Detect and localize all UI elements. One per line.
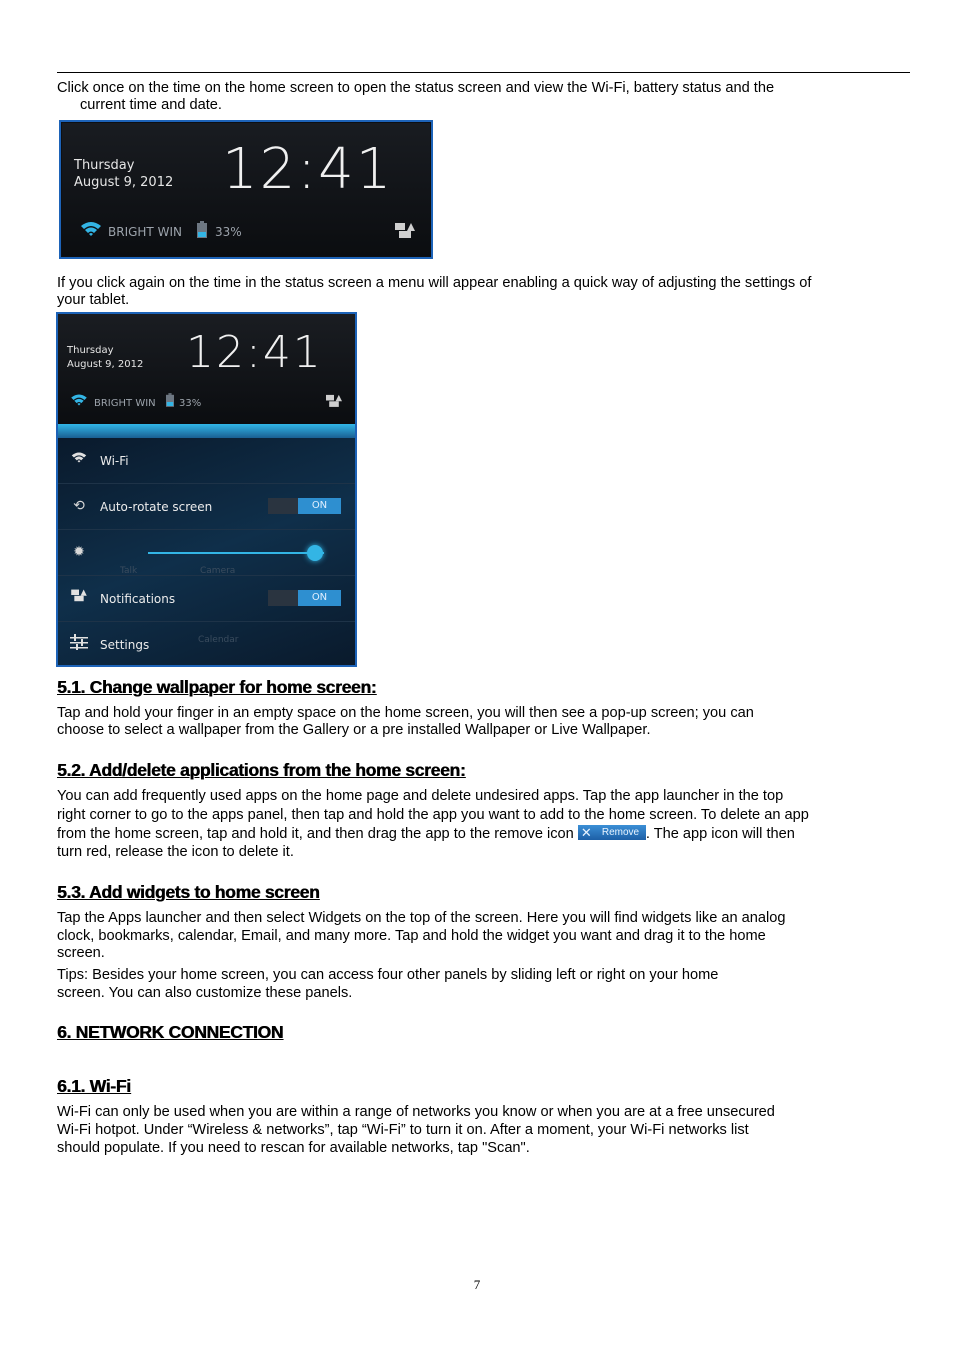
brightness-slider-track[interactable] — [148, 552, 324, 554]
quick-settings-divider — [58, 424, 355, 438]
quick-settings-list — [58, 438, 355, 665]
status-screen-screenshot — [59, 120, 433, 259]
quick-date: August 9, 2012 — [67, 359, 144, 370]
bg-label-talk: Talk — [120, 566, 138, 576]
header-rule — [57, 72, 910, 73]
notifications-icon — [395, 221, 415, 239]
section-5-2-line-3 — [57, 825, 907, 843]
section-5-3-tip-1: Tips: Besides your home screen, you can access four other panels by sliding left or right on your home — [57, 967, 719, 983]
toggle-state: ON — [298, 590, 341, 606]
auto-rotate-toggle[interactable] — [268, 498, 341, 514]
status-network: BRIGHT WIN — [108, 225, 182, 239]
quick-row-settings[interactable] — [58, 622, 355, 667]
quick-menu-line-1: If you click again on the time in the status screen a menu will appear enabling a quick way of adjusting the settings of — [57, 275, 812, 291]
section-6-1-line-3: should populate. If you need to rescan for available networks, tap "Scan". — [57, 1140, 530, 1156]
intro-line-2: current time and date. — [80, 97, 222, 113]
status-date: August 9, 2012 — [74, 175, 174, 190]
notifications-icon — [326, 393, 342, 408]
battery-icon — [197, 221, 207, 238]
wifi-icon — [70, 450, 88, 468]
section-6-1-line-2: Wi-Fi hotpot. Under “Wireless & networks”, tap “Wi-Fi” to turn it on. After a moment, your Wi-Fi networks list — [57, 1122, 749, 1138]
intro-line-1: Click once on the time on the home screen to open the status screen and view the Wi-Fi, battery status and the — [57, 80, 775, 96]
quick-menu-line-2: your tablet. — [57, 292, 130, 308]
section-5-2-line-3a: from the home screen, tap and hold it, and then drag the app to the remove icon — [57, 826, 574, 842]
page-number: 7 — [473, 1277, 481, 1292]
brightness-icon: ✹ — [73, 543, 85, 559]
quick-row-auto-rotate[interactable] — [58, 484, 355, 530]
brightness-slider-handle[interactable] — [307, 545, 323, 561]
wifi-icon — [80, 220, 102, 238]
section-5-1-line-2: choose to select a wallpaper from the Gallery or a pre installed Wallpaper or Live Wallpaper. — [57, 722, 651, 738]
quick-time: 12:41 — [186, 327, 323, 378]
status-battery: 33% — [215, 225, 242, 239]
section-5-2-line-1: You can add frequently used apps on the home page and delete undesired apps. Tap the app launcher in the top — [57, 788, 784, 804]
section-5-2-title: 5.2. Add/delete applications from the home screen: — [57, 760, 466, 780]
section-5-3-line-1: Tap the Apps launcher and then select Widgets on the top of the screen. Here you will find widgets like an analog — [57, 910, 786, 926]
status-day: Thursday — [74, 158, 135, 173]
wifi-icon — [70, 393, 88, 407]
quick-row-label: Settings — [100, 638, 150, 652]
quick-row-label: Wi-Fi — [100, 454, 129, 468]
quick-network: BRIGHT WIN — [94, 398, 156, 409]
section-5-1-line-1: Tap and hold your finger in an empty space on the home screen, you will then see a pop-up screen; you can — [57, 705, 754, 721]
toggle-state: ON — [298, 498, 341, 514]
quick-battery: 33% — [179, 398, 202, 409]
section-5-3-tip-2: screen. You can also customize these panels. — [57, 985, 353, 1001]
bg-label-camera: Camera — [200, 566, 236, 576]
notifications-icon — [70, 588, 88, 606]
section-5-3-line-3: screen. — [57, 945, 105, 961]
rotate-icon: ⟲ — [73, 497, 85, 513]
remove-badge — [578, 825, 646, 840]
quick-row-brightness[interactable] — [58, 530, 355, 576]
notifications-toggle[interactable] — [268, 590, 341, 606]
section-5-3-line-2: clock, bookmarks, calendar, Email, and many more. Tap and hold the widget you want and drag it to the home — [57, 928, 766, 944]
close-icon: ✕ — [580, 825, 592, 840]
section-5-2-line-3b: . The app icon will then — [645, 826, 795, 842]
quick-row-label: Notifications — [100, 592, 176, 606]
section-6-title: 6. NETWORK CONNECTION — [57, 1022, 284, 1042]
section-5-2-line-2: right corner to go to the apps panel, then tap and hold the app you want to add to the home screen. To delete an app — [57, 807, 809, 823]
status-time: 12:41 — [222, 137, 394, 202]
quick-settings-screenshot — [56, 312, 357, 667]
section-6-1-title: 6.1. Wi-Fi — [57, 1076, 131, 1096]
battery-icon — [166, 393, 174, 407]
bg-label-calendar: Calendar — [198, 635, 239, 645]
quick-row-wifi[interactable] — [58, 438, 355, 484]
section-5-1-title: 5.1. Change wallpaper for home screen: — [57, 677, 377, 697]
quick-row-notifications[interactable] — [58, 576, 355, 622]
section-6-1-line-1: Wi-Fi can only be used when you are within a range of networks you know or when you are at a free unsecured — [57, 1104, 775, 1120]
settings-icon — [70, 634, 88, 652]
remove-badge-label: Remove — [601, 827, 640, 838]
quick-day: Thursday — [67, 345, 114, 356]
quick-row-label: Auto-rotate screen — [100, 500, 213, 514]
section-5-3-title: 5.3. Add widgets to home screen — [57, 882, 320, 902]
section-5-2-line-4: turn red, release the icon to delete it. — [57, 844, 294, 860]
